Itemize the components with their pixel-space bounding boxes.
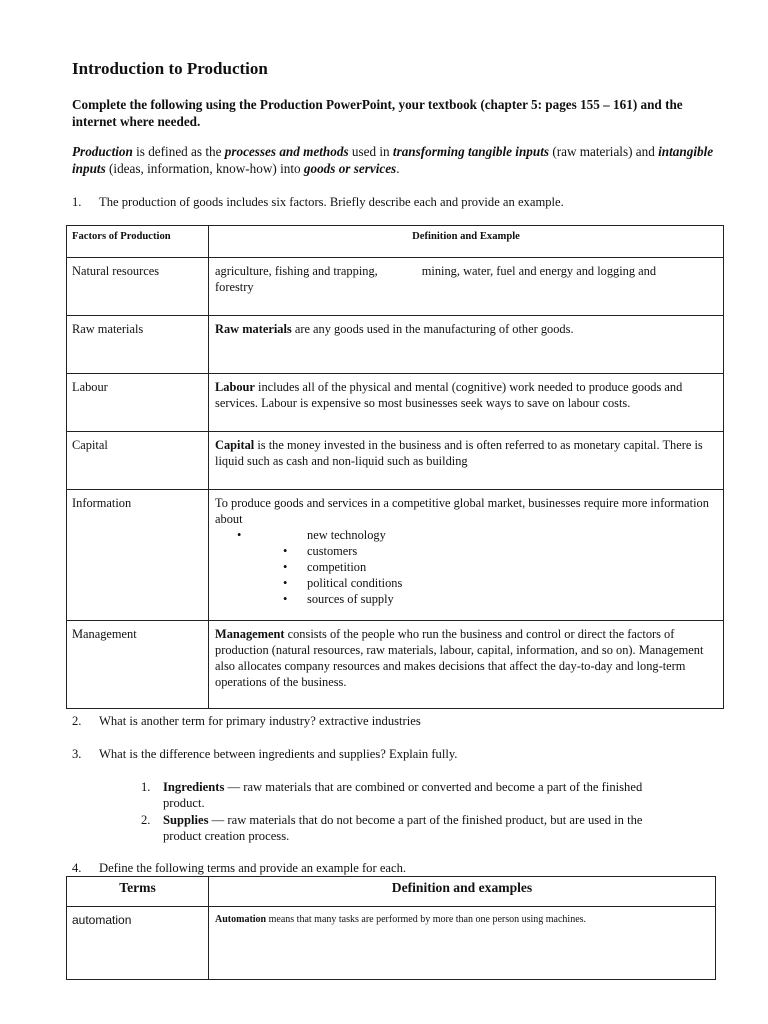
question-4 — [72, 860, 722, 876]
factor-definition: Capital is the money invested in the business and is often referred to as monetary capital. There is liquid such as cash and non-liquid such as building — [209, 432, 724, 490]
answer-number: 1. — [141, 780, 151, 794]
bullet-icon: • — [283, 576, 288, 590]
factor-name: Capital — [67, 432, 209, 490]
definition-term: Production — [72, 144, 133, 159]
table-row — [67, 621, 724, 709]
question-number: 2. — [72, 714, 82, 728]
factor-definition: Raw materials are any goods used in the manufacturing of other goods. — [209, 316, 724, 374]
table-row — [67, 432, 724, 490]
table-header-row — [67, 226, 724, 258]
answer-item — [141, 812, 681, 846]
definition-emphasis-1: processes and methods — [224, 144, 349, 159]
terms-table — [66, 876, 716, 980]
question-number: 3. — [72, 747, 82, 761]
table-row — [67, 907, 716, 980]
definition-emphasis-4: goods or services — [303, 161, 397, 176]
table-header-row — [67, 877, 716, 907]
answer-number: 2. — [141, 813, 151, 827]
question-text: What is the difference between ingredients and supplies? Explain fully. — [99, 747, 458, 761]
production-definition: Production is defined as the processes and methods used in transforming tangible inputs (raw materials) and intangible inputs (ideas, information, know-how) into goods or services. — [72, 144, 714, 176]
list-item: • political conditions — [283, 576, 403, 590]
term-definition: Automation means that many tasks are performed by more than one person using machines. — [209, 907, 716, 980]
question-number: 4. — [72, 861, 82, 875]
question-3 — [72, 746, 722, 762]
question-text: What is another term for primary industry? extractive industries — [99, 714, 421, 728]
factor-name: Information — [67, 490, 209, 621]
factor-name: Raw materials — [67, 316, 209, 374]
factor-name: Labour — [67, 374, 209, 432]
column-header: Terms — [67, 877, 209, 907]
question-text: Define the following terms and provide an example for each. — [99, 861, 407, 875]
answer-item — [141, 779, 681, 813]
table-row — [67, 258, 724, 316]
definition-emphasis-2: transforming tangible inputs — [392, 144, 550, 159]
factor-definition: agriculture, fishing and trapping, mining, water, fuel and energy and logging and forestry — [209, 258, 724, 316]
column-header: Factors of Production — [67, 226, 209, 258]
factor-definition: Management consists of the people who run the business and control or direct the factors of production (natural resources, raw materials, labour, capital, information, and so on). Management also allocates company resources and makes decisions that affect the day-to-day and long-term operations of the business. — [209, 621, 724, 709]
question-number: 1. — [72, 195, 82, 209]
table-row — [67, 490, 724, 621]
term-name: automation — [67, 907, 209, 980]
list-item: • new technology — [237, 528, 386, 542]
list-item: • competition — [283, 560, 367, 574]
table-row — [67, 374, 724, 432]
bullet-icon: • — [237, 528, 242, 542]
page-title: Introduction to Production — [72, 59, 268, 78]
question-text: The production of goods includes six factors. Briefly describe each and provide an example. — [99, 195, 564, 209]
column-header: Definition and examples — [209, 877, 716, 907]
table-row — [67, 316, 724, 374]
question-2 — [72, 713, 722, 729]
list-item: • sources of supply — [283, 592, 394, 606]
factors-of-production-table — [66, 225, 724, 709]
bullet-icon: • — [283, 544, 288, 558]
instructions: Complete the following using the Production PowerPoint, your textbook (chapter 5: pages 155 – 161) and the internet where needed. — [72, 97, 683, 129]
question-1 — [72, 194, 722, 210]
definition-emphasis-3: intangible inputs — [72, 144, 714, 176]
answer-text: Ingredients — raw materials that are combined or converted and become a part of the finished product. — [163, 780, 643, 810]
answer-text: Supplies — raw materials that do not become a part of the finished product, but are used in the product creation process. — [163, 813, 643, 843]
column-header: Definition and Example — [209, 226, 724, 258]
information-list — [215, 527, 717, 607]
factor-name: Natural resources — [67, 258, 209, 316]
factor-name: Management — [67, 621, 209, 709]
factor-definition: To produce goods and services in a competitive global market, businesses require more information about • new technology • customers • competition • political conditions • sources of supply — [209, 490, 724, 621]
bullet-icon: • — [283, 592, 288, 606]
list-item: • customers — [283, 544, 358, 558]
bullet-icon: • — [283, 560, 288, 574]
factor-definition: Labour includes all of the physical and mental (cognitive) work needed to produce goods and services. Labour is expensive so most businesses seek ways to save on labour costs. — [209, 374, 724, 432]
